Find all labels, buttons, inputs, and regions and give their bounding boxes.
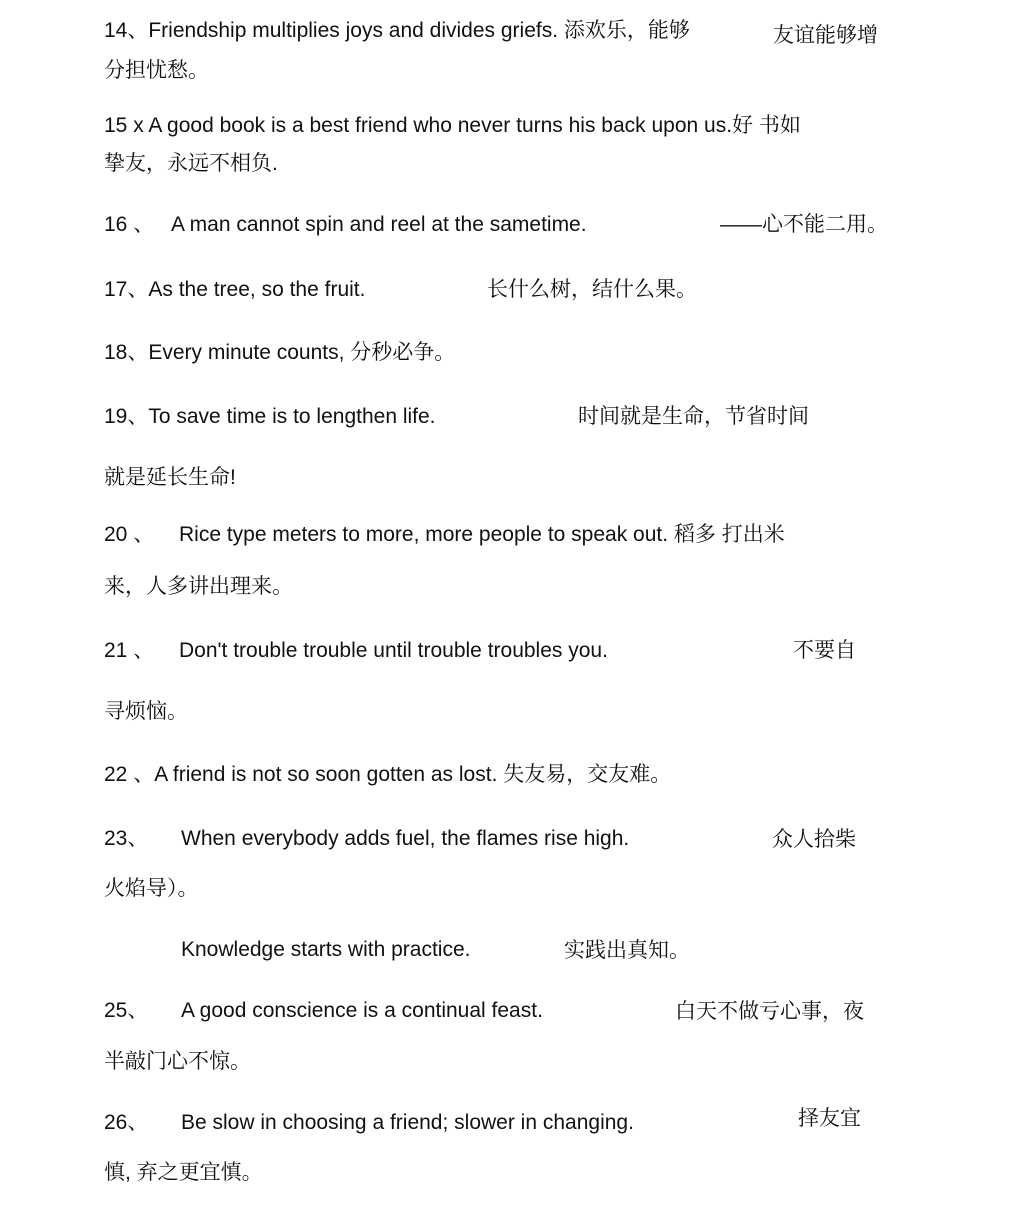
proverb-14-chinese-tail: 友谊能够增 [773, 24, 878, 47]
proverb-16-number: 16 、 [104, 213, 155, 236]
proverb-19-chinese-continued: 就是延长生命! [104, 466, 236, 489]
proverb-19-chinese: 时间就是生命，节省时间 [578, 405, 809, 428]
proverb-16-chinese: ——心不能二用。 [720, 213, 888, 236]
proverb-25-english: A good conscience is a continual feast. [181, 999, 543, 1022]
proverb-26-number: 26、 [104, 1111, 149, 1134]
proverb-22-line: 22 、A friend is not so soon gotten as lost. 失友易，交友难。 [104, 763, 672, 786]
proverb-19-english: 19、To save time is to lengthen life. [104, 405, 436, 428]
proverb-20-number: 20 、 [104, 523, 155, 546]
proverb-23-number: 23、 [104, 827, 149, 850]
proverb-15-chinese-continued: 挚友，永远不相负. [104, 152, 278, 175]
proverb-20-chinese-continued: 来，人多讲出理来。 [104, 575, 293, 598]
proverb-21-chinese: 不要自 [793, 639, 856, 662]
proverb-15-line: 15 x A good book is a best friend who never turns his back upon us.好 书如 [104, 114, 801, 137]
proverb-20-english: Rice type meters to more, more people to speak out. 稻多 打出米 [179, 523, 785, 546]
proverb-25-chinese-continued: 半敲门心不惊。 [104, 1050, 251, 1073]
proverb-26-chinese-continued: 慎, 弃之更宜慎。 [104, 1161, 263, 1184]
proverb-18-line: 18、Every minute counts, 分秒必争。 [104, 341, 456, 364]
proverb-23-chinese: 众人拾柴 [772, 828, 856, 851]
proverb-17-english: 17、As the tree, so the fruit. [104, 278, 366, 301]
proverb-26-chinese: 择友宜 [798, 1107, 861, 1130]
proverb-16-english: A man cannot spin and reel at the sametime. [171, 213, 587, 236]
proverb-14-chinese-continued: 分担忧愁。 [104, 59, 209, 82]
proverb-26-english: Be slow in choosing a friend; slower in changing. [181, 1111, 634, 1134]
proverb-21-number: 21 、 [104, 639, 155, 662]
proverb-21-chinese-continued: 寻烦恼。 [104, 700, 188, 723]
proverb-25-chinese: 白天不做亏心事，夜 [675, 1000, 864, 1023]
proverb-17-chinese: 长什么树，结什么果。 [487, 278, 697, 301]
proverb-24-chinese: 实践出真知。 [564, 939, 690, 962]
proverb-24-english: Knowledge starts with practice. [181, 938, 471, 961]
proverb-14-line: 14、Friendship multiplies joys and divides griefs. 添欢乐，能够 [104, 19, 690, 42]
proverb-23-english: When everybody adds fuel, the flames rise high. [181, 827, 630, 850]
proverb-23-chinese-continued: 火焰导）。 [104, 877, 199, 900]
proverb-21-english: Don't trouble trouble until trouble troubles you. [179, 639, 608, 662]
proverb-25-number: 25、 [104, 999, 149, 1022]
